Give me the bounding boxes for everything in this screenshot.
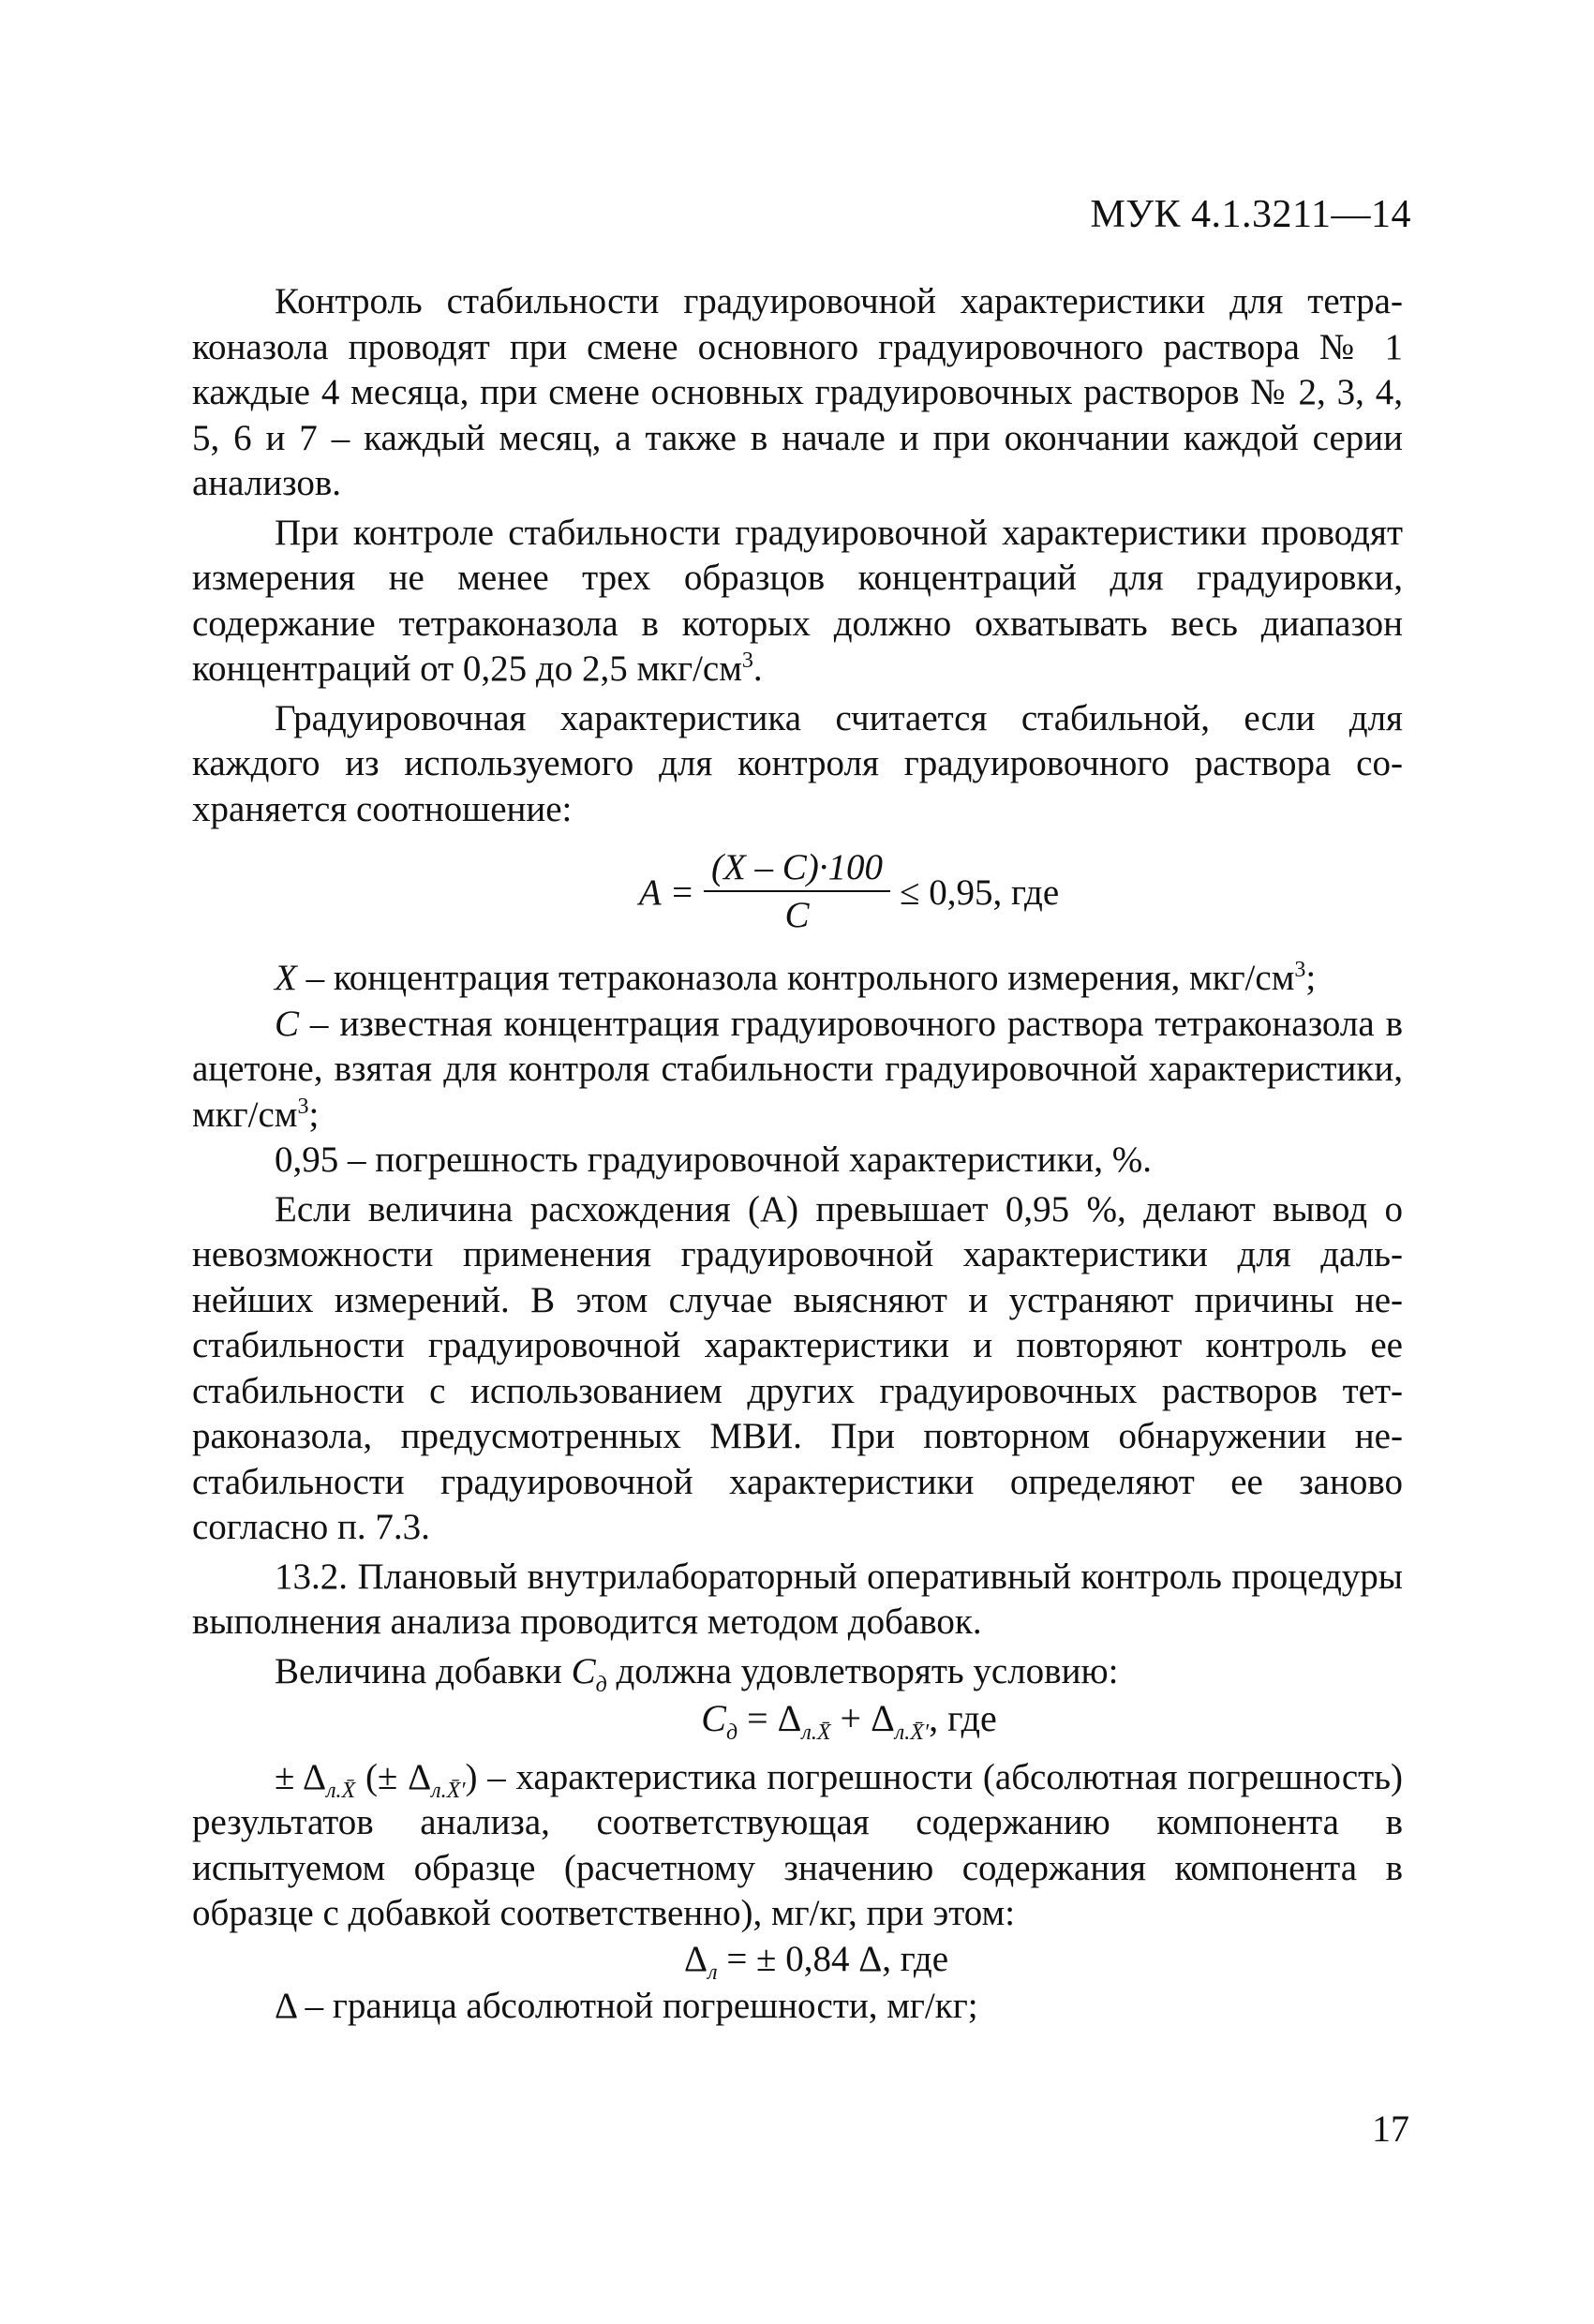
paragraph-text: Величина добавки bbox=[275, 1650, 572, 1691]
formula-numerator: (X – C)·100 bbox=[704, 847, 890, 892]
formula-rhs: ≤ 0,95, где bbox=[900, 872, 1060, 913]
paragraph-addition-value bbox=[192, 1649, 1403, 1695]
formula-term: = Δ bbox=[737, 1697, 802, 1739]
formula-lhs: C bbox=[701, 1697, 726, 1739]
paragraph-section-13-2: 13.2. Плановый внутрилабораторный оперативный контроль процедуры выполнения анализа проводится методом добавок. bbox=[192, 1556, 1403, 1642]
paragraph-control-measurements bbox=[192, 511, 1403, 693]
formula-delta-l bbox=[192, 1937, 1403, 1983]
definition-delta: Δ – граница абсолютной погрешности, мг/кг; bbox=[275, 1986, 978, 2026]
paragraph-stability-control: Контроль стабильности градуировочной характеристики для тетраконазола проводят при смене основного градуировочного раствора № 1 каждые 4 месяца, при смене основных градуировочных растворов № 2, 3, 4, 5, 6 и 7 – каждый месяц, а также в начале и при окончании каждой серии анализов. bbox=[192, 281, 1403, 503]
subscript: л.X̄′ bbox=[431, 1778, 466, 1803]
punctuation: . bbox=[752, 648, 763, 689]
punctuation: ; bbox=[1305, 958, 1317, 998]
document-code-header: МУК 4.1.3211—14 bbox=[1090, 193, 1411, 236]
paragraph-text: (± Δ bbox=[355, 1756, 432, 1797]
formula-discrepancy bbox=[192, 842, 1403, 945]
punctuation: ; bbox=[308, 1094, 320, 1135]
superscript: 3 bbox=[741, 648, 753, 673]
definition-095: 0,95 – погрешность градуировочной характеристики, %. bbox=[275, 1140, 1152, 1180]
page-number: 17 bbox=[1372, 2108, 1409, 2150]
subscript: л.X̄ bbox=[326, 1778, 356, 1803]
formula-tail: , где bbox=[929, 1697, 997, 1739]
subscript: д bbox=[725, 1721, 738, 1745]
paragraph-error-characteristic bbox=[192, 1755, 1403, 1937]
formula-fraction bbox=[704, 847, 890, 939]
variable-c: C bbox=[275, 1003, 300, 1044]
variable-x: X bbox=[275, 958, 297, 998]
paragraph-text: ± Δ bbox=[275, 1756, 327, 1797]
formula-lhs: Δ bbox=[684, 1938, 708, 1979]
definition-c bbox=[192, 1002, 1403, 1139]
definition-x bbox=[192, 956, 1403, 1002]
subscript: л bbox=[708, 1959, 718, 1985]
formula-rhs: = ± 0,84 Δ, где bbox=[717, 1938, 948, 1979]
formula-denominator: C bbox=[784, 895, 810, 935]
definition-text: – известная концентрация градуировочного раствора тетраконазола в ацетоне, взятая для контроля стабильности градуировочной характеристики, мкг/см bbox=[192, 1003, 1403, 1135]
subscript: л.X̄′ bbox=[894, 1721, 930, 1745]
definition-text: – концентрация тетраконазола контрольного измерения, мкг/см bbox=[296, 958, 1295, 998]
variable-c: C bbox=[571, 1650, 596, 1691]
superscript: 3 bbox=[1294, 958, 1306, 982]
formula-term: + Δ bbox=[830, 1697, 895, 1739]
paragraph-text: При контроле стабильности градуировочной характеристики проводят измерения не менее трех образцов концентраций для градуировки, содержание тетраконазола в которых должно охватывать весь диапазон концентраций от 0,25 до 2,5 мкг/см bbox=[192, 512, 1403, 689]
subscript: л.X̄ bbox=[801, 1721, 831, 1745]
subscript: д bbox=[595, 1672, 607, 1697]
paragraph-text: ) – характеристика погрешности (абсолютная погрешность) результатов анализа, соответствующая содержанию компонента в испытуемом образце (расчетному значению содержания компонента в образце с добавкой соответственно), мг/кг, при этом: bbox=[192, 1756, 1403, 1933]
paragraph-text: должна удовлетворять условию: bbox=[606, 1650, 1119, 1691]
document-body bbox=[192, 279, 1403, 2034]
paragraph-stability-criterion: Градуировочная характеристика считается стабильной, если для каждого из используемого для контроля градуировочного раствора сохраняется соотношение: bbox=[192, 697, 1403, 829]
paragraph-discrepancy-exceeds: Если величина расхождения (А) превышает 0,95 %, делают вывод о невозможности применения градуировочной характеристики для дальнейших измерений. В этом случае выясняют и устраняют причины нестабильности градуировочной характеристики и повторяют контроль ее стабильности с использованием других градуировочных растворов тетраконазола, предусмотренных МВИ. При повторном обнаружении нестабильности градуировочной характеристики определяют ее заново согласно п. 7.3. bbox=[192, 1188, 1403, 1547]
formula-addition bbox=[192, 1696, 1403, 1745]
formula-lhs: A = bbox=[638, 872, 694, 913]
superscript: 3 bbox=[297, 1094, 309, 1119]
